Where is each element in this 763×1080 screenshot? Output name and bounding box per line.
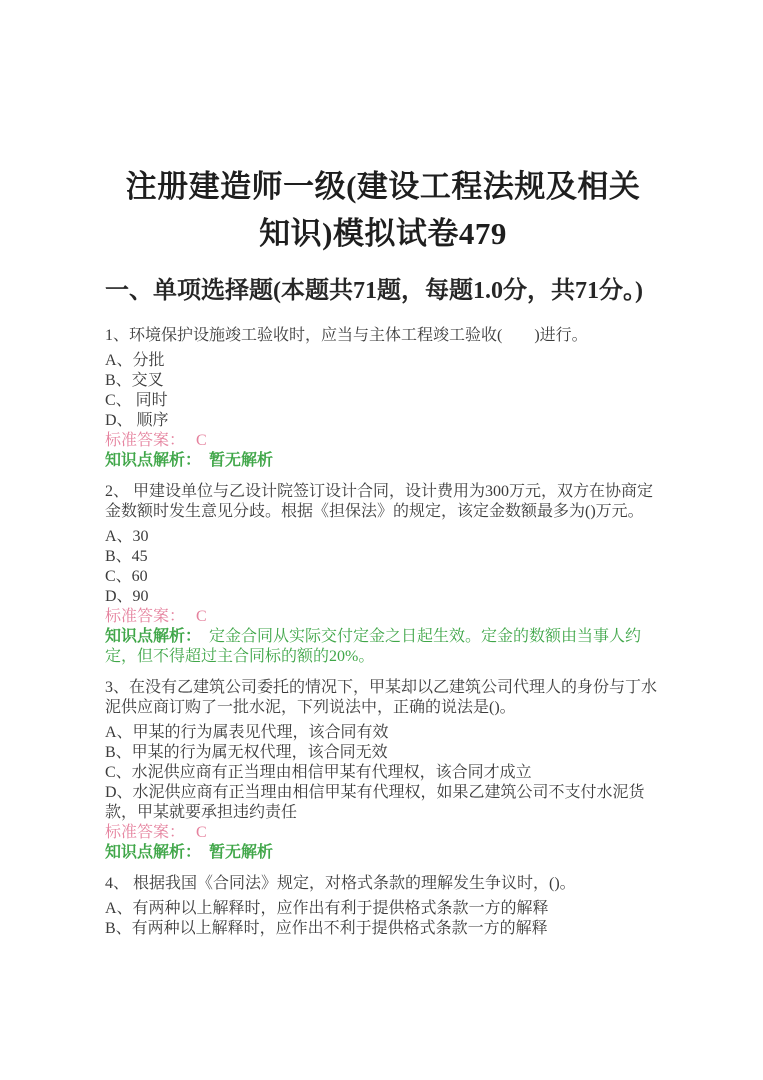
question-option: A、30 (105, 527, 149, 545)
analysis-text: 定金合同从实际交付定金之日起生效。定金的数额由当事人约定，但不得超过主合同标的额的20%。 (105, 627, 642, 665)
analysis-line (105, 843, 661, 863)
analysis-label: 知识点解析： (105, 451, 202, 469)
question-option: B、有两种以上解释时，应作出不利于提供格式条款一方的解释 (105, 919, 548, 937)
question-option: A、有两种以上解释时，应作出有利于提供格式条款一方的解释 (105, 899, 549, 917)
answer-label: 标准答案： (105, 823, 186, 841)
answer-label: 标准答案： (105, 607, 186, 625)
page-title: 注册建造师一级(建设工程法规及相关知识)模拟试卷479 (125, 169, 641, 251)
analysis-text: 暂无解析 (209, 843, 274, 861)
answer-line (105, 823, 661, 843)
question-option: A、甲某的行为属表见代理，该合同有效 (105, 723, 389, 741)
question-stem: 1、环境保护设施竣工验收时，应当与主体工程竣工验收( )进行。 (105, 326, 588, 344)
question-option: B、45 (105, 547, 148, 565)
question-option: D、90 (105, 587, 149, 605)
analysis-label: 知识点解析： (105, 843, 202, 861)
question-option: B、甲某的行为属无权代理，该合同无效 (105, 743, 388, 761)
answer-value: C (196, 607, 207, 625)
question-option: C、 同时 (105, 391, 168, 409)
answer-value: C (196, 431, 207, 449)
question-stem: 2、 甲建设单位与乙设计院签订设计合同，设计费用为300万元，双方在协商定金数额时发生意见分歧。根据《担保法》的规定，该定金数额最多为()万元。 (105, 482, 654, 520)
question-stem: 4、 根据我国《合同法》规定，对格式条款的理解发生争议时，()。 (105, 874, 576, 892)
question-block (105, 678, 661, 863)
analysis-line (105, 627, 661, 667)
question-option: A、分批 (105, 351, 165, 369)
question-block (105, 482, 661, 667)
answer-line (105, 431, 661, 451)
question-option: B、交叉 (105, 371, 164, 389)
question-stem: 3、在没有乙建筑公司委托的情况下，甲某却以乙建筑公司代理人的身份与丁水泥供应商订购了一批水泥，下列说法中，正确的说法是()。 (105, 678, 658, 716)
analysis-line (105, 451, 661, 471)
analysis-text: 暂无解析 (209, 451, 274, 469)
question-option: D、水泥供应商有正当理由相信甲某有代理权，如果乙建筑公司不支付水泥货款，甲某就要承担违约责任 (105, 783, 645, 821)
answer-line (105, 607, 661, 627)
section-heading: 一、单项选择题(本题共71题，每题1.0分，共71分。) (105, 278, 643, 304)
answer-label: 标准答案： (105, 431, 186, 449)
question-block (105, 874, 661, 939)
question-option: C、60 (105, 567, 148, 585)
document-content (105, 0, 661, 939)
question-option: C、水泥供应商有正当理由相信甲某有代理权，该合同才成立 (105, 763, 532, 781)
answer-value: C (196, 823, 207, 841)
analysis-label: 知识点解析： (105, 627, 202, 645)
question-option: D、 顺序 (105, 411, 169, 429)
question-block (105, 326, 661, 471)
